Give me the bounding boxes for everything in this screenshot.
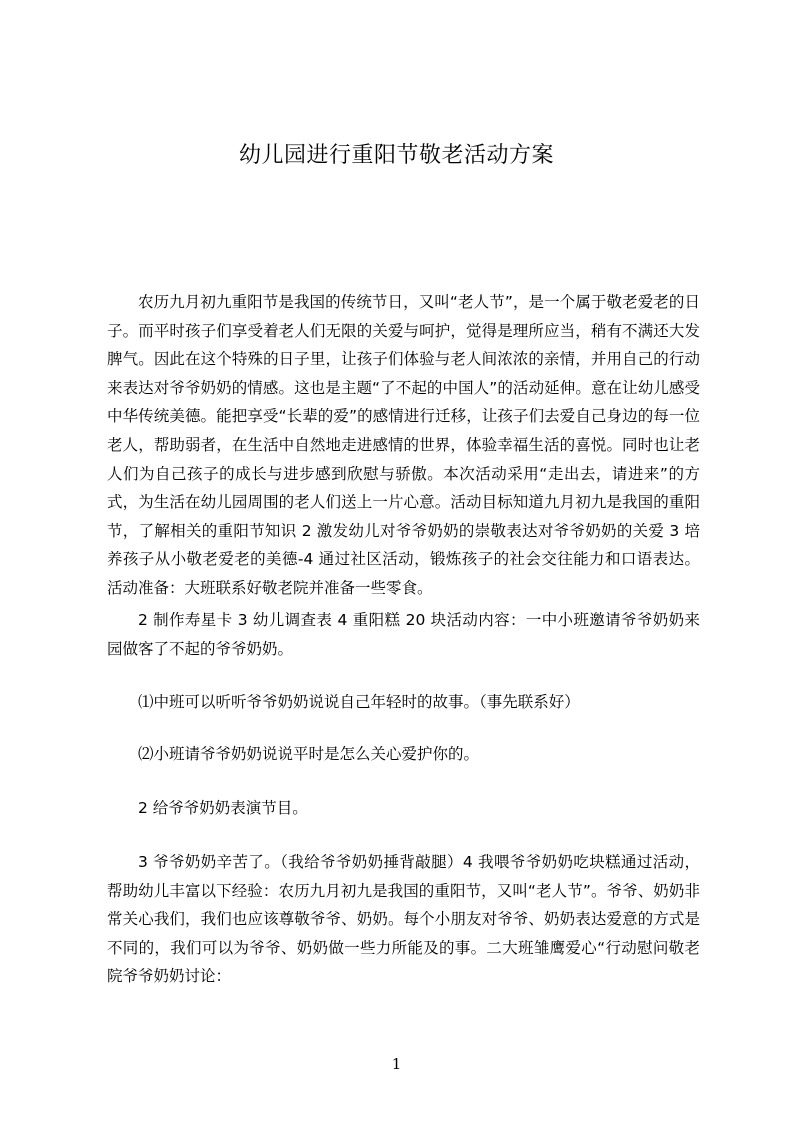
paragraph-introduction: 农历九月初九重阳节是我国的传统节日，又叫“老人节”，是一个属于敬老爱老的日子。而平时孩子们享受着老人们无限的关爱与呵护，觉得是理所应当，稍有不满还大发脾气。因此在这个特殊的日子里，让孩子们体验与老人间浓浓的亲情，并用自己的行动来表达对爷爷奶奶的情感。这也是主题“了不起的中国人”的活动延伸。意在让幼儿感受中华传统美德。能把享受“长辈的爱”的感情进行迁移，让孩子们去爱自己身边的每一位老人，帮助弱者，在生活中自然地走进感情的世界，体验幸福生活的喜悦。同时也让老人们为自己孩子的成长与进步感到欣慰与骄傲。本次活动采用“走出去，请进来”的方式，为生活在幼儿园周围的老人们送上一片心意。活动目标知道九月初九是我国的重阳节，了解相关的重阳节知识 2 激发幼儿对爷爷奶奶的崇敬表达对爷爷奶奶的关爱 3 培养孩子从小敬老爱老的美德-4 通过社区活动，锻炼孩子的社会交往能力和口语表达。活动准备：大班联系好敬老院并准备一些零食。 [107,293,700,597]
paragraph-small-class: ⑵小班请爷爷奶奶说说平时是怎么关心爱护你的。 [138,745,480,763]
paragraph-middle-class: ⑴中班可以听听爷爷奶奶说说自己年轻时的故事。（事先联系好） [138,693,580,711]
paragraph-materials: 2 制作寿星卡 3 幼儿调查表 4 重阳糕 20 块活动内容：一中小班邀请爷爷奶奶来园做客了不起的爷爷奶奶。 [107,611,700,658]
document-title: 幼儿园进行重阳节敬老活动方案 [238,143,554,168]
paragraph-performance: 2 给爷爷奶奶表演节目。 [138,799,308,817]
page-number: 1 [391,1055,402,1073]
paragraph-activities: 3 爷爷奶奶辛苦了。（我给爷爷奶奶捶背敲腿）4 我喂爷爷奶奶吃块糕通过活动，帮助幼儿丰富以下经验：农历九月初九是我国的重阳节，又叫“老人节”。爷爷、奶奶非常关心我们，我们也应该尊敬爷爷、奶奶。每个小朋友对爷爷、奶奶表达爱意的方式是不同的，我们可以为爷爷、奶奶做一些力所能及的事。二大班雏鹰爱心“行动慰问敬老院爷爷奶奶讨论： [107,853,700,986]
